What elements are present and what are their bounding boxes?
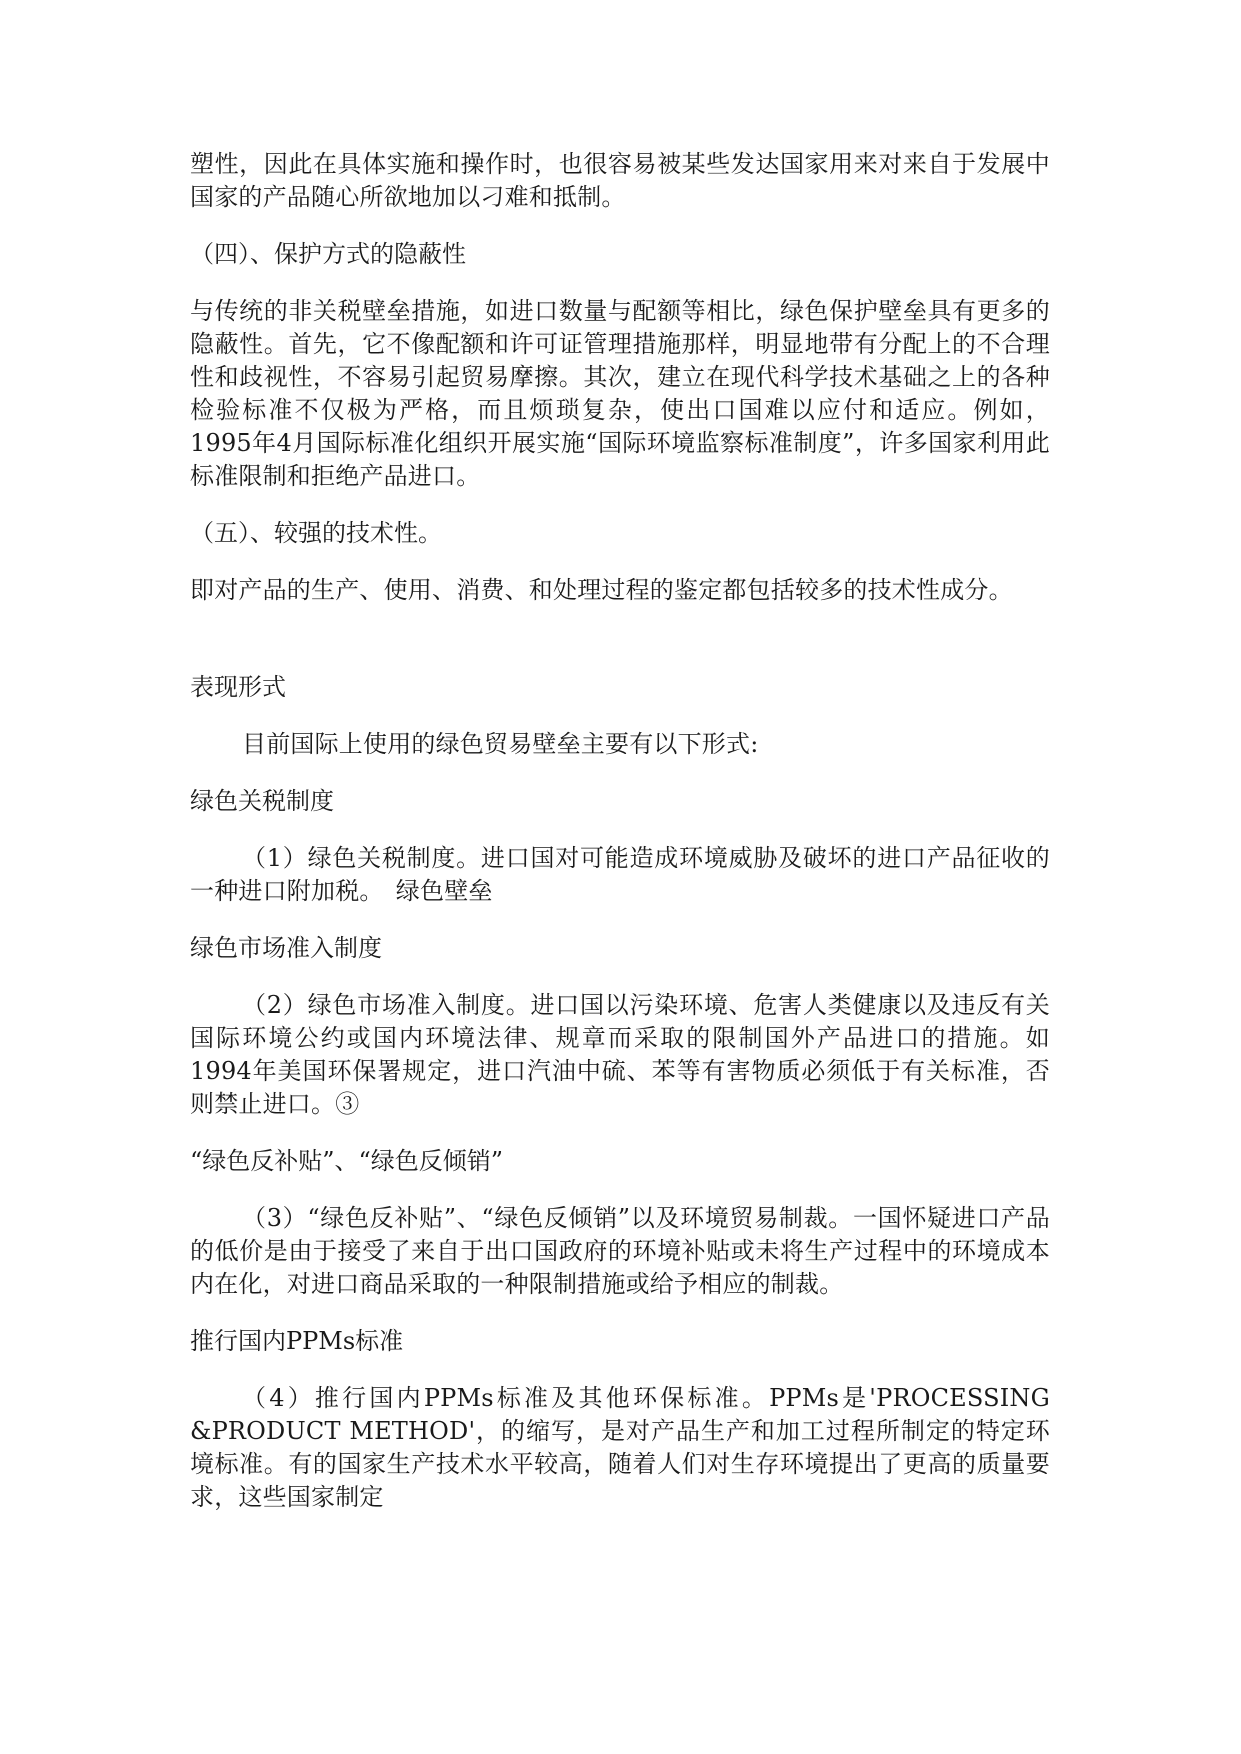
subheading-green-tariff: 绿色关税制度: [190, 787, 334, 815]
section-title-forms: 表现形式: [190, 673, 286, 701]
paragraph-anti-subsidy: （3）“绿色反补贴”、“绿色反倾销”以及环境贸易制裁。一国怀疑进口产品的低价是由于接受了来自于出口国政府的环境补贴或未将生产过程中的环境成本内在化，对进口商品采取的一种限制措施或给予相应的制裁。: [190, 1204, 1050, 1298]
paragraph-market-access: （2）绿色市场准入制度。进口国以污染环境、危害人类健康以及违反有关国际环境公约或国内环境法律、规章而采取的限制国外产品进口的措施。如1994年美国环保署规定，进口汽油中硫、苯等有害物质必须低于有关标准，否则禁止进口。③: [190, 991, 1050, 1118]
subheading-concealment: （四）、保护方式的隐蔽性: [190, 240, 466, 268]
subheading-anti-subsidy: “绿色反补贴”、“绿色反倾销”: [190, 1147, 504, 1175]
document-body: [190, 148, 1050, 1538]
subheading-technicality: （五）、较强的技术性。: [190, 519, 442, 547]
paragraph-ppms: （4）推行国内PPMs标准及其他环保标准。PPMs是'PROCESSING &PRODUCT METHOD'，的缩写，是对产品生产和加工过程所制定的特定环境标准。有的国家生产技术水平较高，随着人们对生存环境提出了更高的质量要求，这些国家制定: [190, 1384, 1050, 1511]
paragraph-intro: 目前国际上使用的绿色贸易壁垒主要有以下形式:: [242, 730, 759, 758]
paragraph-concealment: 与传统的非关税壁垒措施，如进口数量与配额等相比，绿色保护壁垒具有更多的隐蔽性。首先，它不像配额和许可证管理措施那样，明显地带有分配上的不合理性和歧视性，不容易引起贸易摩擦。其次，建立在现代科学技术基础之上的各种检验标准不仅极为严格，而且烦琐复杂，使出口国难以应付和适应。例如，1995年4月国际标准化组织开展实施“国际环境监察标准制度”，许多国家利用此标准限制和拒绝产品进口。: [190, 297, 1050, 490]
subheading-market-access: 绿色市场准入制度: [190, 934, 382, 962]
paragraph-technicality: 即对产品的生产、使用、消费、和处理过程的鉴定都包括较多的技术性成分。: [190, 576, 1013, 604]
paragraph-green-tariff: （1）绿色关税制度。进口国对可能造成环境威胁及破坏的进口产品征收的一种进口附加税。 绿色壁垒: [190, 844, 1050, 905]
paragraph-continuation: 塑性，因此在具体实施和操作时，也很容易被某些发达国家用来对来自于发展中国家的产品随心所欲地加以刁难和抵制。: [190, 150, 1050, 211]
subheading-ppms: 推行国内PPMs标准: [190, 1327, 404, 1355]
